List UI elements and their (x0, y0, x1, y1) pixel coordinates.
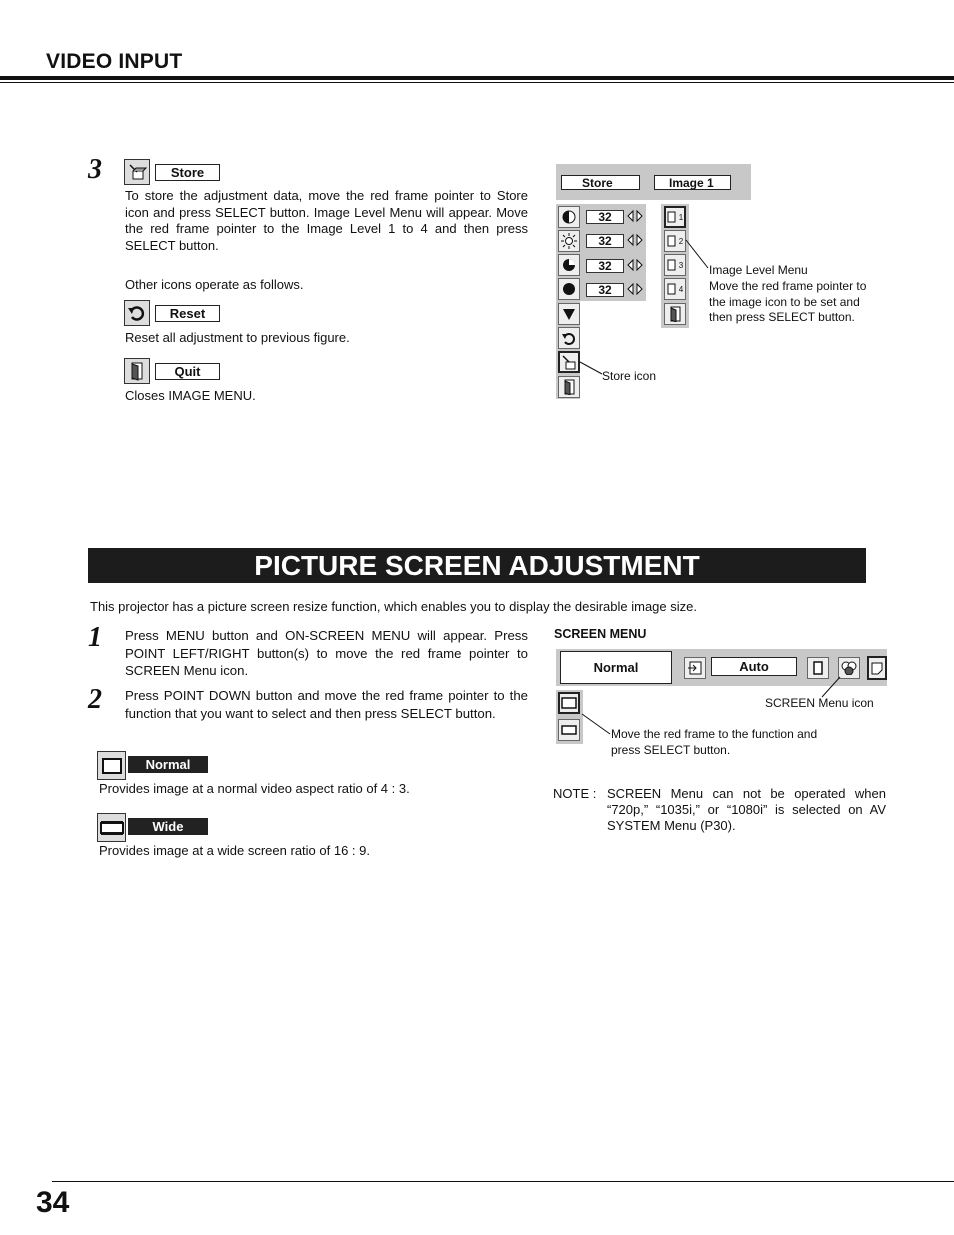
step-number-3: 3 (88, 154, 102, 185)
note-text: SCREEN Menu can not be operated when “720p,” “1035i,” or “1080i” is selected on AV SYSTEM Menu (P30). (607, 786, 886, 833)
page-number: 34 (36, 1186, 70, 1219)
header-rule-thin (0, 82, 954, 83)
image-level-callout-text: Move the red frame pointer to the image icon to be set and then press SELECT button. (709, 279, 867, 324)
quit-icon-menu (558, 376, 580, 398)
step2-text: Press POINT DOWN button and move the red frame pointer to the function that you want to select and then press SELECT button. (125, 688, 528, 721)
normal-label: Normal (128, 756, 208, 773)
wide-option-icon (558, 719, 580, 741)
image-level-quit-icon (664, 303, 686, 325)
down-arrow-icon (558, 303, 580, 325)
input-icon (684, 657, 706, 679)
wide-description: Provides image at a wide screen ratio of 16 : 9. (99, 843, 370, 858)
screen-menu-icon-callout: SCREEN Menu icon (765, 696, 874, 710)
color-adjust-arrows-icon (627, 258, 643, 277)
brightness-value: 32 (586, 234, 624, 248)
color-value: 32 (586, 259, 624, 273)
wide-label: Wide (128, 818, 208, 835)
step-number-1: 1 (88, 622, 102, 653)
contrast-adjust-arrows-icon (627, 209, 643, 228)
step-number-2: 2 (88, 684, 102, 715)
tint-icon (558, 278, 580, 300)
other-icons-text: Other icons operate as follows. (125, 277, 304, 292)
image-level-1-icon: 1 (664, 206, 686, 228)
header-rule (0, 76, 954, 80)
contrast-icon (558, 206, 580, 228)
note-label: NOTE : (553, 786, 597, 801)
normal-option-icon (558, 692, 580, 714)
store-icon-callout: Store icon (602, 369, 657, 383)
wide-screen-icon (97, 813, 126, 842)
store-icon (124, 159, 150, 185)
image-level-2-icon: 2 (664, 230, 686, 252)
screen-menu-icon (867, 656, 887, 680)
picture-intro: This projector has a picture screen resize function, which enables you to display the desirable image size. (90, 599, 697, 614)
quit-label: Quit (155, 363, 220, 380)
normal-description: Provides image at a normal video aspect ratio of 4 : 3. (99, 781, 410, 796)
reset-description: Reset all adjustment to previous figure. (125, 330, 350, 345)
section-title: VIDEO INPUT (46, 50, 183, 73)
brightness-icon (558, 230, 580, 252)
image-level-callout-title: Image Level Menu (709, 263, 808, 277)
tint-value: 32 (586, 283, 624, 297)
reset-icon-menu (558, 327, 580, 349)
screen-menu-auto-field: Auto (711, 657, 797, 676)
brightness-adjust-arrows-icon (627, 233, 643, 252)
image-menu-image-field: Image 1 (654, 175, 731, 190)
section-banner-title: PICTURE SCREEN ADJUSTMENT (88, 548, 866, 583)
red-frame-callout: Move the red frame to the function and press SELECT button. (611, 727, 818, 757)
screen-menu-heading: SCREEN MENU (554, 627, 647, 641)
red-frame-callout-line (580, 712, 615, 737)
quit-icon (124, 358, 150, 384)
store-description: To store the adjustment data, move the red frame pointer to Store icon and press SELECT button. Image Level Menu will appear. Move the red frame pointer to the Image Level 1 to 4 and then press SELECT button. (125, 188, 528, 253)
color-icon (558, 254, 580, 276)
quit-description: Closes IMAGE MENU. (125, 388, 256, 403)
screen-menu-field: Normal (560, 651, 672, 684)
reset-icon (124, 300, 150, 326)
store-label: Store (155, 164, 220, 181)
reset-label: Reset (155, 305, 220, 322)
tint-adjust-arrows-icon (627, 282, 643, 301)
contrast-value: 32 (586, 210, 624, 224)
image-menu-store-field: Store (561, 175, 640, 190)
normal-screen-icon (97, 751, 126, 780)
image-level-3-icon: 3 (664, 254, 686, 276)
store-icon-menu (558, 351, 580, 373)
image-level-4-icon: 4 (664, 278, 686, 300)
step1-text: Press MENU button and ON-SCREEN MENU will appear. Press POINT LEFT/RIGHT button(s) to move the red frame pointer to SCREEN Menu icon. (125, 628, 528, 678)
footer-rule (52, 1181, 954, 1182)
